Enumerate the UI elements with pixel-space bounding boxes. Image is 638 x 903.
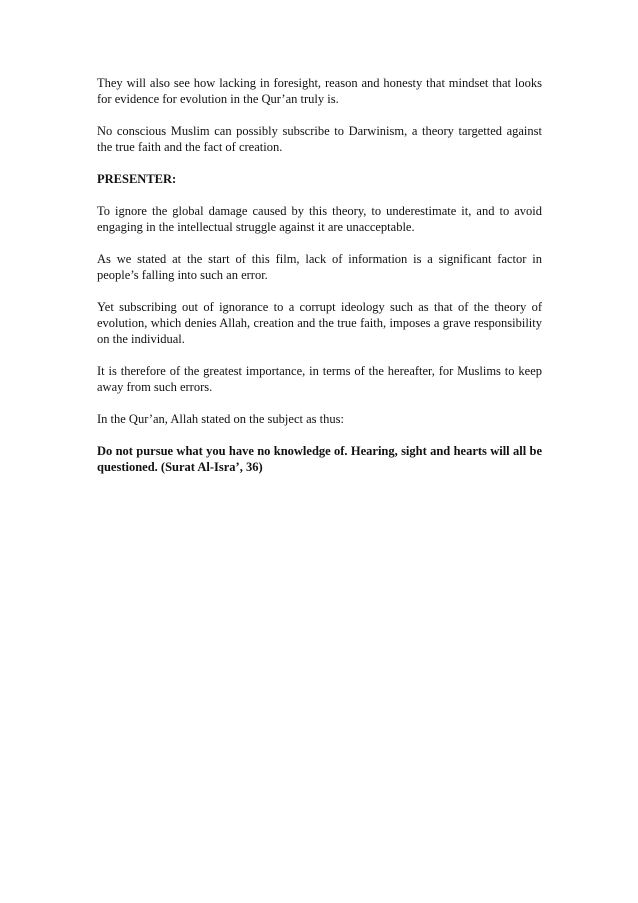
speaker-heading: PRESENTER: xyxy=(97,172,177,186)
paragraph-lack-of-information: As we stated at the start of this film, lack of information is a significant factor in people’s falling into such an error. xyxy=(97,252,542,282)
paragraph-global-damage: To ignore the global damage caused by this theory, to underestimate it, and to avoid engaging in the intellectual struggle against it are unacceptable. xyxy=(97,204,542,234)
paragraph-darwinism: No conscious Muslim can possibly subscribe to Darwinism, a theory targetted against the true faith and the fact of creation. xyxy=(97,124,542,154)
paragraph-hereafter: It is therefore of the greatest importance, in terms of the hereafter, for Muslims to keep away from such errors. xyxy=(97,364,542,394)
document-page xyxy=(97,75,542,491)
paragraph-evidence: They will also see how lacking in foresight, reason and honesty that mindset that looks for evidence for evolution in the Qur’an truly is. xyxy=(97,76,542,106)
paragraph-responsibility: Yet subscribing out of ignorance to a corrupt ideology such as that of the theory of evolution, which denies Allah, creation and the true faith, imposes a grave responsibility on the individual. xyxy=(97,300,542,346)
paragraph-quran-intro: In the Qur’an, Allah stated on the subject as thus: xyxy=(97,412,344,426)
quran-quote: Do not pursue what you have no knowledge of. Hearing, sight and hearts will all be questioned. (Surat Al-Isra’, 36) xyxy=(97,444,542,474)
